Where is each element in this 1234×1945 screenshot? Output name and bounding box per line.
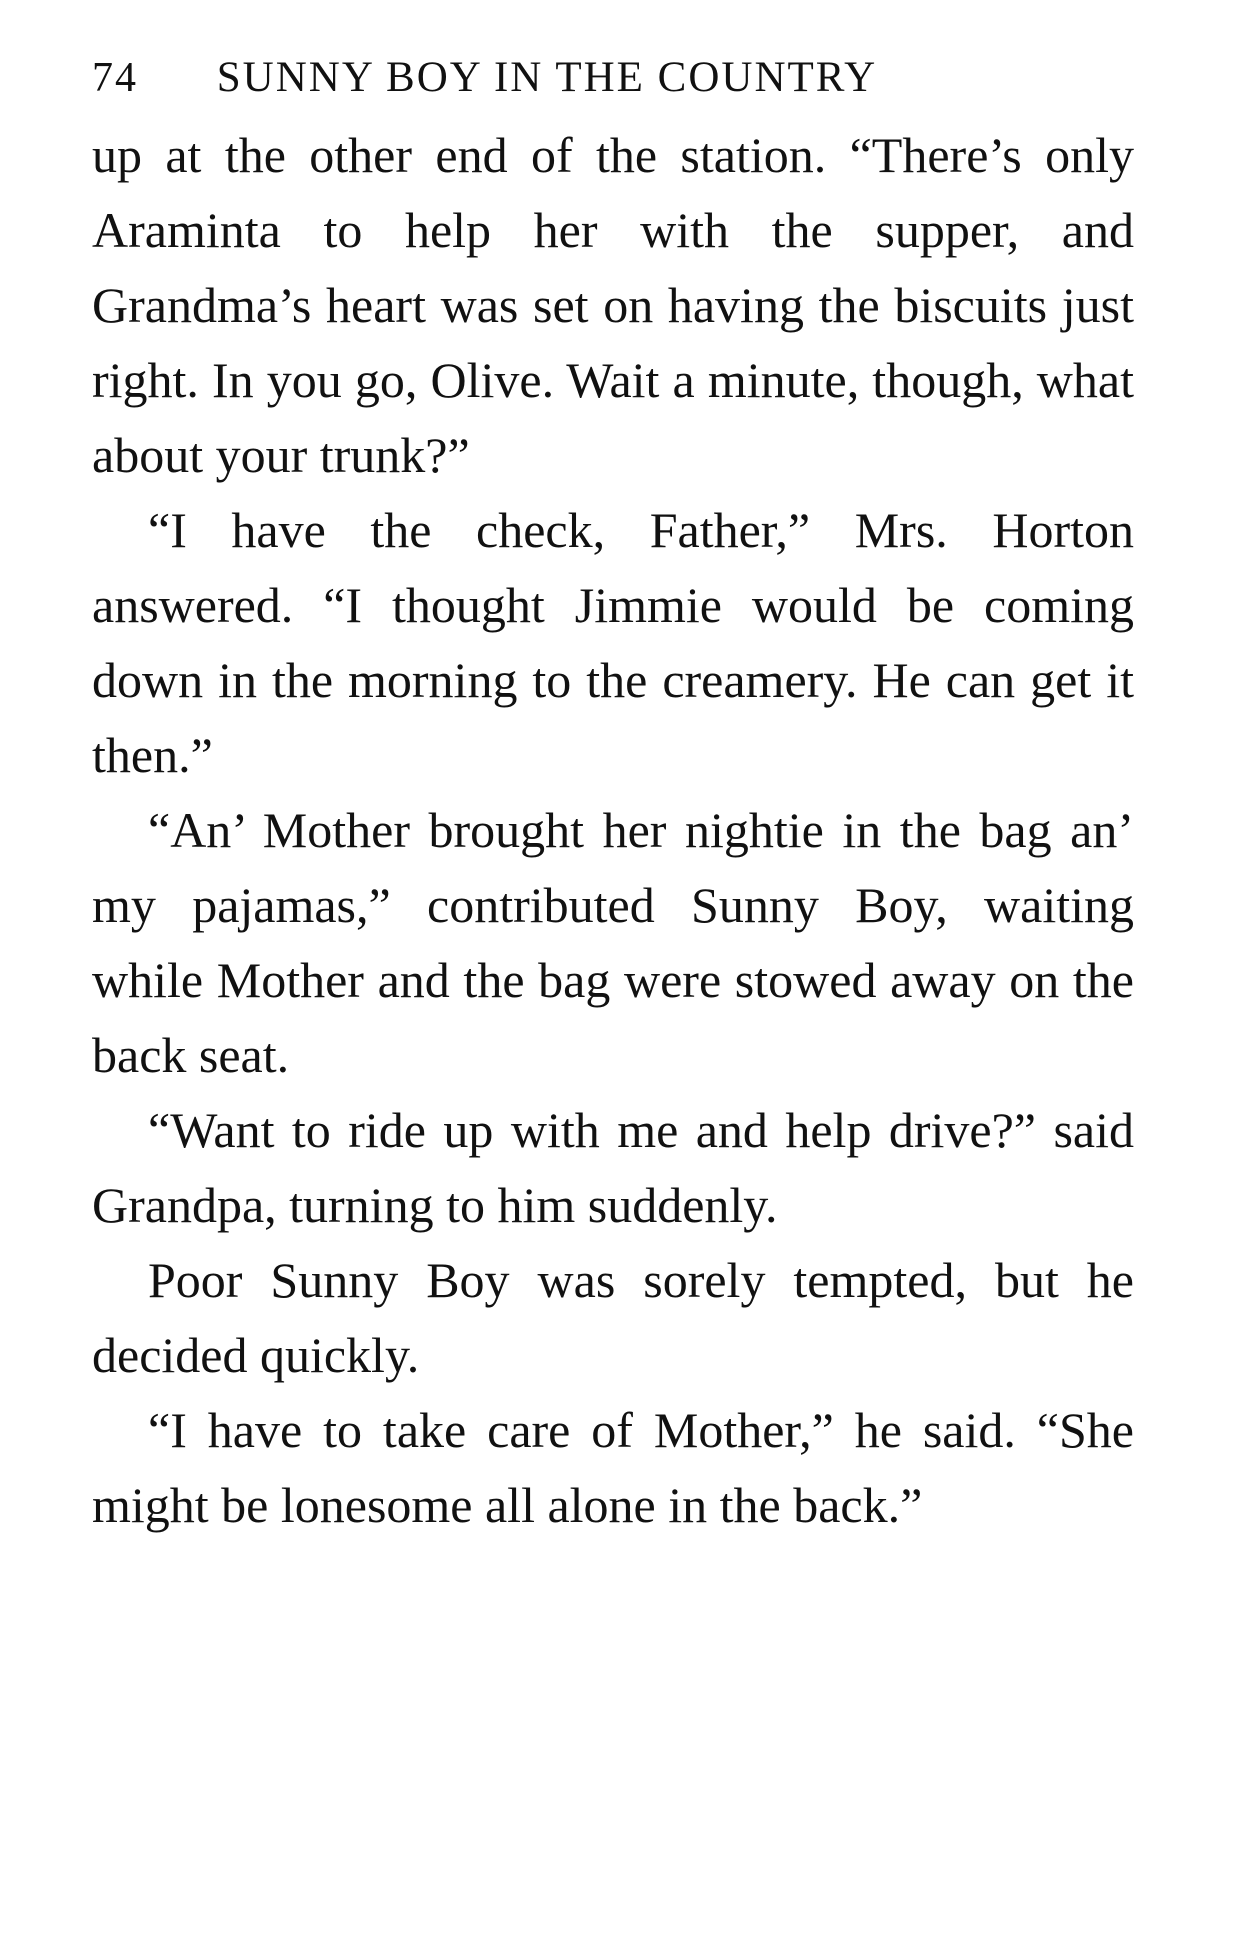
paragraph: Poor Sunny Boy was sorely tempted, but he decided quickly. bbox=[92, 1252, 1134, 1383]
book-page bbox=[92, 40, 1134, 1543]
running-head bbox=[92, 40, 1134, 116]
paragraph: “I have to take care of Mother,” he said. “She might be lonesome all alone in the back.” bbox=[92, 1402, 1134, 1533]
body-text bbox=[92, 118, 1134, 1543]
page-number: 74 bbox=[92, 55, 138, 101]
paragraph: “I have the check, Father,” Mrs. Horton answered. “I thought Jimmie would be coming down in the morning to the creamery. He can get it then.” bbox=[92, 502, 1134, 783]
running-title: SUNNY BOY IN THE COUNTRY bbox=[216, 54, 878, 101]
paragraph: “An’ Mother brought her nightie in the bag an’ my pajamas,” contributed Sunny Boy, waiting while Mother and the bag were stowed away on the back seat. bbox=[92, 802, 1134, 1083]
paragraph-continuation: up at the other end of the station. “There’s only Araminta to help her with the supper, and Grandma’s heart was set on having the biscuits just right. In you go, Olive. Wait a minute, though, what about your trunk?” bbox=[92, 127, 1134, 483]
paragraph: “Want to ride up with me and help drive?” said Grandpa, turning to him suddenly. bbox=[92, 1102, 1134, 1233]
